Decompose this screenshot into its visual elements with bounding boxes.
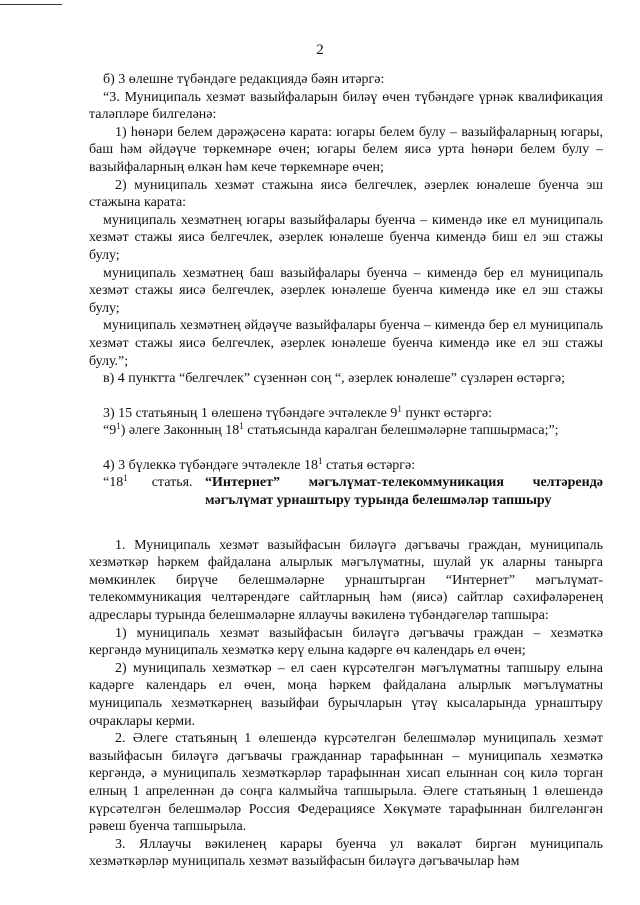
article-par-1-item-1: 1) муниципаль хезмәт вазыйфасын биләүгә дәгъвачы граждан – хезмәткә кергәндә муниципаль хезмәткә керү елына кадәрге өч календарь ел өчен; [89,625,603,659]
header-rule [0,4,62,5]
amendment-v-line: в) 4 пунктта “белгечлек” сүзеннән соң “, әзерлек юнәлеше” сүзләрен өстәргә; [103,371,565,387]
subitem-leading-positions: муниципаль хезмәтнең әйдәүче вазыйфалары буенча – кимендә бер ел муниципаль хезмәт стажы яисә белгечлек, әзерлек юнәлеше буенча кимендә ике ел эш стажы булу.”; [89,318,603,369]
amendment-3-quote: “$9^1$) әлеге Законның $18^1$ статьясында каралган белешмәләрне тапшырмаса;”; [103,421,559,439]
article-par-2: 2. Әлеге статьяның 1 өлешендә күрсәтелгән белешмәләр муниципаль хезмәт вазыйфасын биләүгә дәгъвачы гражданнар тарафыннан – муниципаль хезмәткә кергәндә, ә муниципаль хезмәткәрләр тарафыннан хисап елыннан соң килә торган елның 1 апреленнән дә соңга калмыйча тапшырыла. Әлеге статьяның 1 өлешендә күрсәтелгән белешмәләр Россия Федерациясе Хөкүмәте тарафыннан билгеләнгән рәвеш буенча тапшырыла. [89,731,603,835]
requirement-item-1: 1) һөнәри белем дәрәҗәсенә карата: югары белем булу – вазыйфаларның югары, баш һәм әйдәүче төркемнәре өчен; югары белем яисә урта һөнәри белем булу – вазыйфаларның өлкән һәм кече төркемнәре өчен; [89,124,603,175]
document-body [89,71,603,871]
amendment-3-intro: 3) 15 статьяның 1 өлешенә түбәндәге эчтәлекле $9^1$ пункт өстәргә: [103,403,493,421]
page-number: 2 [316,42,324,58]
amendment-4-intro: 4) 3 бүлеккә түбәндәге эчтәлекле $18^1$ статья өстәргә: [103,455,416,473]
requirement-item-2: 2) муниципаль хезмәт стажына яисә белгечлек, әзерлек юнәлеше буенча эш стажына карата: [89,177,603,211]
part3-heading: “3. Муниципаль хезмәт вазыйфаларын биләү өчен түбәндәге үрнәк квалификация таләпләре билгеләнә: [89,89,603,123]
article-heading: “$18^1$ статья. “Интернет” мәгълүмат-телекоммуникация челтәрендә мәгълүмат урнаштыру турында белешмәләр тапшыру [103,473,603,509]
article-par-3: 3. Яллаучы вәкиленең карары буенча ул вәкаләт биргән муниципаль хезмәткәрләр муниципаль хезмәт вазыйфасын биләүгә дәгъвачылар һәм [89,836,603,870]
article-par-1-item-2: 2) муниципаль хезмәткәр – ел саен күрсәтелгән мәгълүматны тапшыру елына кадәрге календарь ел өчен, моңа һәркем файдалана алырлык мәгълүматны муниципаль хезмәткәрнең вазыйфаи бурычларын үтәү кысаларында урнаштыру очраклары керми. [89,660,603,729]
article-title: “Интернет” мәгълүмат-телекоммуникация челтәрендә мәгълүмат урнаштыру турында белешмәләр тапшыру [205,475,603,509]
article-par-1: 1. Муниципаль хезмәт вазыйфасын биләүгә дәгъвачы граждан, муниципаль хезмәткәр һәркем файдалана алырлык мәгълүматны, шулай ук аларны танырга мөмкинлек бирүче белешмәләрне урнаштырган “Интернет” мәгълүмат-телекоммуникация челтәрендәге сайтларның һәм (яисә) сайтлар сәхифәләренең адреслары турында белешмәләрне яллаучы вәкиленә түбәндәгеләр тапшыра: [89,537,603,624]
subitem-main-positions: муниципаль хезмәтнең баш вазыйфалары буенча – кимендә бер ел муниципаль хезмәт стажы яисә белгечлек, әзерлек юнәлеше буенча кимендә ике ел эш стажы булу; [89,265,603,316]
subitem-highest-positions: муниципаль хезмәтнең югары вазыйфалары буенча – кимендә ике ел муниципаль хезмәт стажы яисә белгечлек, әзерлек юнәлеше буенча кимендә биш ел эш стажы булу; [89,212,603,263]
amendment-b-intro: б) 3 өлешне түбәндәге редакциядә бәян итәргә: [103,72,385,87]
